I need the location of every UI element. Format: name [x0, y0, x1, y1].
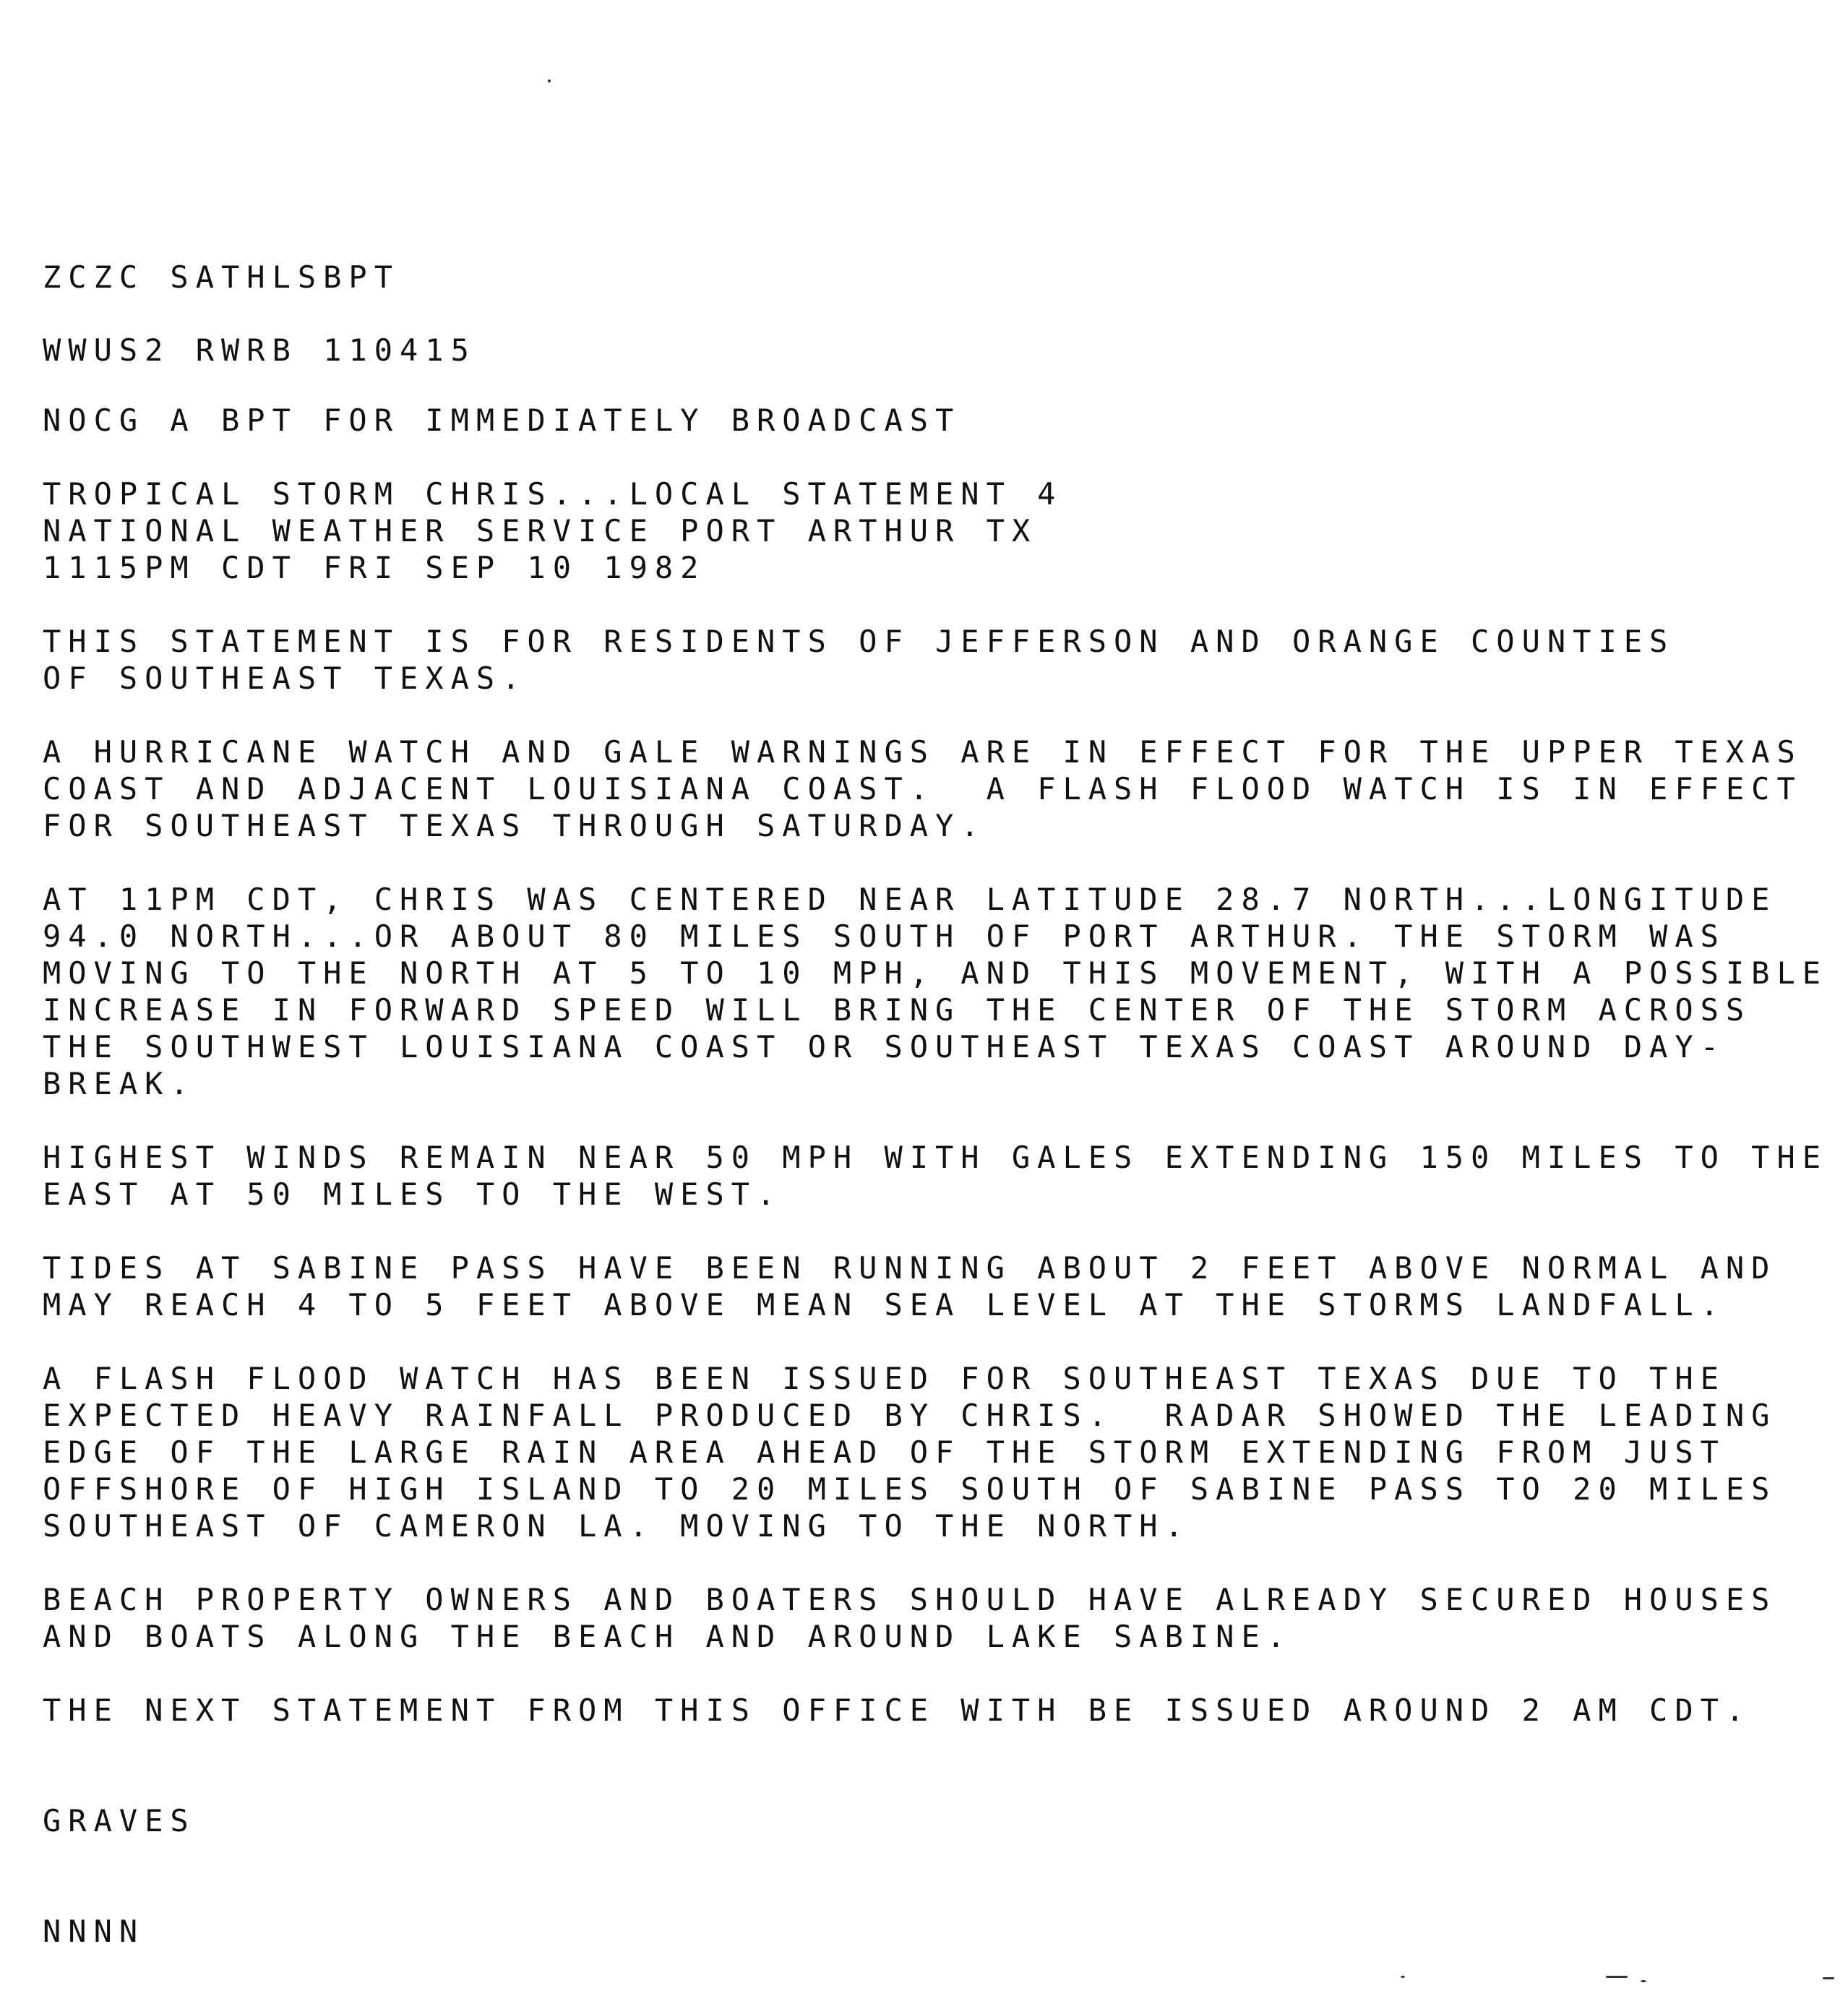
paragraph-line: MOVING TO THE NORTH AT 5 TO 10 MPH, AND THIS MOVEMENT, WITH A POSSIBLE: [43, 955, 1828, 991]
print-speck: [1606, 1976, 1628, 1978]
paragraph-line: MAY REACH 4 TO 5 FEET ABOVE MEAN SEA LEVEL AT THE STORMS LANDFALL.: [43, 1287, 1726, 1322]
paragraph-line: AND BOATS ALONG THE BEACH AND AROUND LAKE SABINE.: [43, 1619, 1293, 1654]
header-line-3: NOCG A BPT FOR IMMEDIATELY BROADCAST: [43, 403, 961, 438]
paragraph-line: THE SOUTHWEST LOUISIANA COAST OR SOUTHEAST TEXAS COAST AROUND DAY-: [43, 1029, 1726, 1064]
print-speck: [1641, 1980, 1646, 1982]
paragraph-line: A HURRICANE WATCH AND GALE WARNINGS ARE IN EFFECT FOR THE UPPER TEXAS: [43, 734, 1802, 770]
paragraph-line: THE NEXT STATEMENT FROM THIS OFFICE WITH BE ISSUED AROUND 2 AM CDT.: [43, 1692, 1752, 1728]
title-line-1: TROPICAL STORM CHRIS...LOCAL STATEMENT 4: [43, 476, 1063, 512]
paragraph-line: THIS STATEMENT IS FOR RESIDENTS OF JEFFERSON AND ORANGE COUNTIES: [43, 624, 1675, 659]
paragraph-line: 94.0 NORTH...OR ABOUT 80 MILES SOUTH OF PORT ARTHUR. THE STORM WAS: [43, 919, 1726, 954]
header-line-2: WWUS2 RWRB 110415: [43, 332, 476, 368]
header-line-1: ZCZC SATHLSBPT: [43, 259, 400, 295]
print-speck: [1823, 1977, 1834, 1979]
title-line-2: NATIONAL WEATHER SERVICE PORT ARTHUR TX: [43, 513, 1038, 549]
print-speck: [548, 79, 551, 82]
paragraph-line: BREAK.: [43, 1066, 196, 1101]
paragraph-line: EAST AT 50 MILES TO THE WEST.: [43, 1176, 783, 1212]
paragraph-line: EDGE OF THE LARGE RAIN AREA AHEAD OF THE STORM EXTENDING FROM JUST: [43, 1434, 1726, 1470]
paragraph-line: BEACH PROPERTY OWNERS AND BOATERS SHOULD HAVE ALREADY SECURED HOUSES: [43, 1582, 1777, 1617]
print-speck: [1401, 1976, 1405, 1978]
paragraph-line: EXPECTED HEAVY RAINFALL PRODUCED BY CHRIS. RADAR SHOWED THE LEADING: [43, 1398, 1777, 1433]
paragraph-line: INCREASE IN FORWARD SPEED WILL BRING THE CENTER OF THE STORM ACROSS: [43, 992, 1752, 1028]
paragraph-line: OF SOUTHEAST TEXAS.: [43, 661, 528, 696]
paragraph-line: SOUTHEAST OF CAMERON LA. MOVING TO THE NORTH.: [43, 1508, 1190, 1544]
paragraph-line: COAST AND ADJACENT LOUISIANA COAST. A FLASH FLOOD WATCH IS IN EFFECT: [43, 771, 1802, 806]
title-line-3: 1115PM CDT FRI SEP 10 1982: [43, 550, 706, 585]
paragraph-line: HIGHEST WINDS REMAIN NEAR 50 MPH WITH GALES EXTENDING 150 MILES TO THE: [43, 1140, 1828, 1175]
paragraph-line: TIDES AT SABINE PASS HAVE BEEN RUNNING ABOUT 2 FEET ABOVE NORMAL AND: [43, 1250, 1777, 1286]
paragraph-line: FOR SOUTHEAST TEXAS THROUGH SATURDAY.: [43, 808, 987, 843]
paragraph-line: AT 11PM CDT, CHRIS WAS CENTERED NEAR LATITUDE 28.7 NORTH...LONGITUDE: [43, 882, 1777, 917]
paragraph-line: OFFSHORE OF HIGH ISLAND TO 20 MILES SOUTH OF SABINE PASS TO 20 MILES: [43, 1471, 1777, 1507]
paragraph-line: A FLASH FLOOD WATCH HAS BEEN ISSUED FOR SOUTHEAST TEXAS DUE TO THE: [43, 1361, 1726, 1396]
end-marker: NNNN: [43, 1914, 145, 1949]
signature: GRAVES: [43, 1803, 196, 1838]
